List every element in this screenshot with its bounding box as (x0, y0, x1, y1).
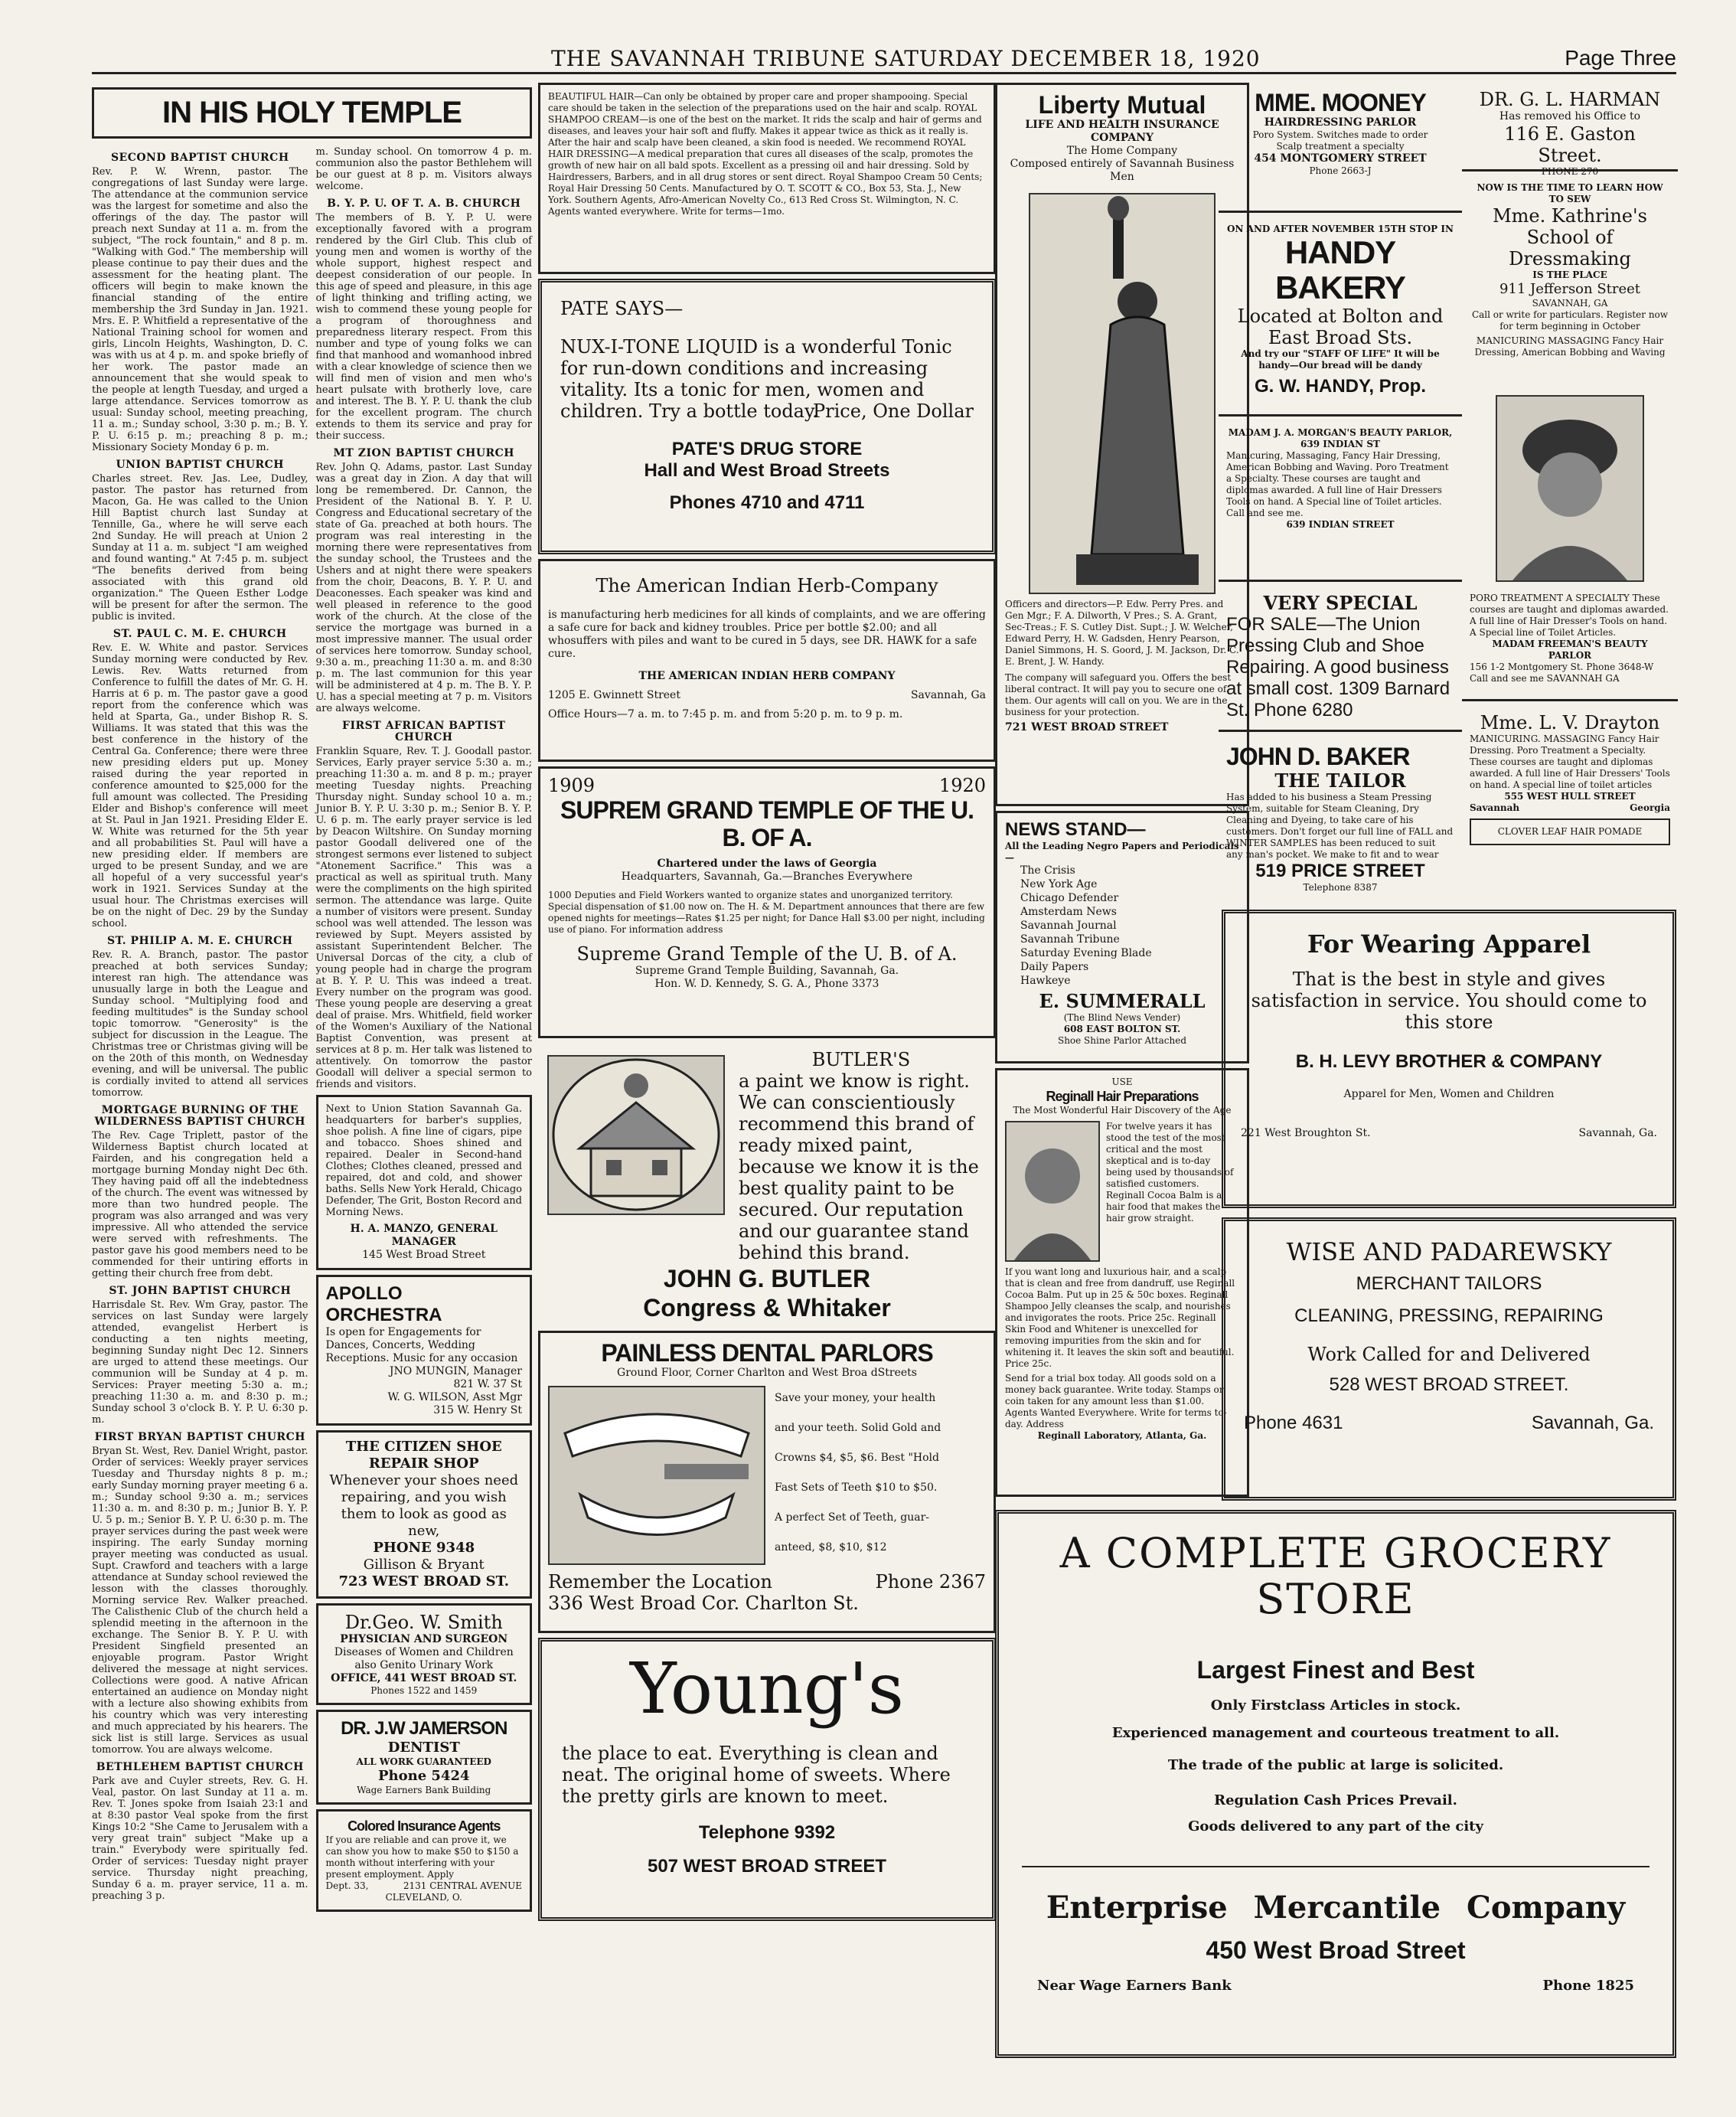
reginall-sub: The Most Wonderful Hair Discovery of the Age (1013, 1105, 1232, 1116)
news-item: Saturday Evening Blade (1020, 947, 1152, 959)
wise-services: CLEANING, PRESSING, REPAIRING (1294, 1305, 1604, 1326)
harman-sub: Has removed his Office to (1499, 110, 1641, 123)
freeman-beauty-ad (1462, 586, 1678, 701)
holy-temple-banner: IN HIS HOLY TEMPLE (92, 87, 532, 139)
liberty-heading: Liberty Mutual (1038, 91, 1206, 119)
mme-mooney-ad (1219, 83, 1462, 213)
apollo-manager-address: 821 W. 37 St (453, 1378, 522, 1390)
liberty-mutual-ad (995, 83, 1249, 806)
liberty-sub: LIFE AND HEALTH INSURANCE COMPANY (1025, 119, 1219, 144)
news-item: New York Age (1020, 878, 1098, 890)
pate-body: NUX-I-TONE LIQUID is a wonderful Tonic for run-down conditions and increasing vitality. Its a tonic for men, women and children. Try a bottle today. (560, 336, 952, 422)
church-article-body: Rev. John Q. Adams, pastor. Last Sunday was a great day in Zion. A day that will long be remembered. Dr. Cannon, the President of the National B. Y. P. U. Congress and Educational secretary of the state of Ga. preached at both hours. The program was real interesting in the morning there were representatives from the sunday school, the Trustees and the Ushers and at night there were speakers from the choir, Deacons, B. Y. P. U. and Deaconesses. Each speaker was kind and well pleased in reference to the good work of the church. At the close of the service the mortgage was burned in a most impressive manner. The usual order of services here tomorrow. Sunday school, 9:30 a. m., preaching 11:30 a. m. and 8:30 p. m. The last communion for this year will be administered at 4 p. m. The B. Y. P. U. has a special meeting at 7 p. m. Visitors are always welcome. (315, 462, 532, 714)
church-article-body: The Rev. Cage Triplett, pastor of the Wilderness Baptist church located at Fairden, and his congregation held a mortgage burning Monday night Dec 6th. They having paid off all the indebtedness of the church. The event was witnessed by more than two hundred people. The program was also arranged and was very impressive. All who attended the service were served with refreshments. The pastor gave his good members need to be commended for their untiring efforts in getting their church free from debt. (92, 1130, 308, 1279)
baker-telephone: Telephone 8387 (1303, 882, 1378, 893)
church-article-body: Bryan St. West, Rev. Daniel Wright, pastor. Order of services: Weekly prayer services Tuesday and Thursday nights 8 p. m.; early Sunday morning prayer meeting 6 a. m.; Sunday school 9:30 a. m.; services 11:30 a. m. and 8:30 p. m.; Junior B. Y. P. U. 5 p. m.; Senior B. Y. P. U. 6:30 p. m. The prayer services during the past week were inspiring. The early Sunday morning prayer meeting was conducted as usual. Supt. Crawford and teachers with a large attendance at Sunday school reviewed the lesson with the classes thoroughly. Morning service Rev. Walker preached. The Calisthenic Club of the church held a splendid meeting in the afternoon in the exchange. The Senior B. Y. P. U. with President Singfield presented an enjoyable program. Pastor Wright delivered the message at night services. Collections were good. A native African entertained an audience on Monday night with a lecture also showing exhibits from his country which was very interesting and much appreciated by his hearers. The sick list is still large. Services as usual tomorrow. You are always welcome. (92, 1446, 308, 1756)
jamerson-phone: Phone 5424 (377, 1768, 470, 1784)
temple-officer: Hon. W. D. Kennedy, S. G. A., Phone 3373 (654, 978, 879, 990)
news-item: Savannah Journal (1020, 920, 1117, 932)
handy-prop: G. W. HANDY, Prop. (1254, 376, 1426, 397)
grocery-line: Regulation Cash Prices Prevail. (1214, 1792, 1457, 1808)
mooney-address: 454 MONTGOMERY STREET (1254, 152, 1427, 165)
wise-address: 528 WEST BROAD STREET. (1329, 1374, 1569, 1395)
page-number: Page Three (1565, 46, 1676, 70)
freeman-heading: MADAM FREEMAN'S BEAUTY PARLOR (1492, 639, 1648, 661)
kath-services: MANICURING MASSAGING Fancy Hair Dressing, American Bobbing and Waving (1474, 335, 1666, 358)
reginall-body-1: For twelve years it has stood the test of the most critical and the most skeptical and is to-day being used by thousands of satisfied customers. Reginall Cocoa Balm is a hair food that makes the hair grow straight. (1106, 1121, 1234, 1223)
dental-lines (775, 1386, 986, 1565)
grocery-line: The trade of the public at large is solicited. (1167, 1757, 1504, 1773)
levy-body: That is the best in style and gives satisfaction in service. You should come to this store (1251, 969, 1647, 1033)
baker-sub: THE TAILOR (1274, 769, 1406, 792)
news-owner: E. SUMMERALL (1039, 990, 1206, 1012)
apollo-orchestra-ad (316, 1275, 533, 1426)
levy-brother-ad (1222, 910, 1676, 1208)
statue-of-liberty-illustration (1029, 193, 1216, 594)
dental-line: and your teeth. Solid Gold and (775, 1422, 941, 1434)
shoe-heading: THE CITIZEN SHOE REPAIR SHOP (345, 1439, 502, 1472)
wise-padarewsky-ad (1222, 1217, 1676, 1501)
herb-company: THE AMERICAN INDIAN HERB COMPANY (638, 670, 896, 682)
church-article-body: Park ave and Cuyler streets, Rev. G. H. Veal, pastor. On last Sunday at 11 a. m. Rev. T. Jones spoke from Isaiah 23:1 and at 8:30 pastor Veal spoke from the first Kings 10:2 "She Came to Jerusalem with a very great train" subject "Make up a train." Everybody were spiritually fed. Order of services: Tuesday night prayer service. Thursday night preaching, Sunday 6 a. m. prayer service, 11 a. m. preaching 3 p. (92, 1776, 308, 1902)
dental-parlors-ad (538, 1331, 996, 1633)
handy-bakery-ad (1219, 217, 1462, 417)
grocery-company: Enterprise Mercantile Company (1046, 1890, 1626, 1926)
sale-heading: VERY SPECIAL (1263, 592, 1418, 614)
grocery-line: Experienced management and courteous treatment to all. (1111, 1725, 1560, 1741)
herb-body: is manufacturing herb medicines for all kinds of complaints, and we are offering a safe cure for back and kidney troubles. Price per bottle $2.00; and all whosuffers with piles and want to be cured in 5 days, see DR. HAWK for a safe cure. (548, 609, 986, 660)
wise-city: Savannah, Ga. (1531, 1413, 1654, 1433)
sale-body: FOR SALE—The Union Pressing Club and Shoe Repairing. A good business at small cost. 1309 Barnard St. Phone 6280 (1226, 614, 1450, 720)
liberty-home: The Home Company (1066, 145, 1178, 157)
wise-heading: WISE AND PADAREWSKY (1286, 1237, 1612, 1266)
clover-leaf-label (1470, 818, 1670, 845)
handy-try: And try our "STAFF OF LIFE" It will be handy—Our bread will be dandy (1241, 348, 1440, 371)
liberty-composed: Composed entirely of Savannah Business Men (1010, 158, 1235, 183)
union-station-text: Next to Union Station Savannah Ga. headquarters for barber's supplies, shoe polish. A fine line of cigars, pipe and tobacco. Shoes shined and repaired. Dealer in Second-hand Clothes; Clothes cleaned, pressed and repaired, dot and cold, and shower baths. Sells New York Herald, Chicago Defender, The Grit, Boston Record and Morning News. (325, 1103, 522, 1218)
mooney-sub: HAIRDRESSING PARLOR (1264, 116, 1417, 129)
handy-location: Located at Bolton and East Broad Sts. (1237, 305, 1444, 348)
dental-phone: Phone 2367 (875, 1571, 986, 1593)
smith-office: OFFICE, 441 WEST BROAD ST. (331, 1672, 517, 1684)
baker-address: 519 PRICE STREET (1255, 861, 1425, 881)
reginall-body-2: If you want long and luxurious hair, and a scalp that is clean and free from dandruff, use Reginall Cocoa Balm. Put up in 25 & 50c boxes. Reginall Shampoo Jelly cleanses the scalp, and nourishes and invigorates the roots. Price 25c. Reginall Skin Food and Whitener is unexcelled for removing impurities from the skin and for whitening it. It leaves the skin soft and beautiful. Price 25c. (1005, 1266, 1235, 1369)
church-article-body: Rev. R. A. Branch, pastor. The pastor preached at both services Sunday; interest ran high. The attendance was unusually large in both the League and Sunday school. "Multiplying food and feeding multitudes" is the Sunday school topic tomorrow. "Generosity" is the subject for discussion in the League. The Christmas tree or Christmas giving will be on the 20th of this month, on Wednesday evening, and will be universal. The public is cordially invited to attend all services tomorrow. (92, 949, 308, 1099)
news-item: Savannah Tribune (1020, 933, 1120, 946)
butler-text (739, 1049, 984, 1263)
news-sub: All the Leading Negro Papers and Periodicals— (1005, 841, 1239, 863)
kathrine-school-ad (1462, 176, 1678, 390)
reginall-portrait (1005, 1121, 1100, 1262)
wise-called: Work Called for and Delivered (1307, 1344, 1591, 1365)
church-heading: FIRST AFRICAN BAPTIST CHURCH (342, 720, 506, 743)
news-item: Amsterdam News (1020, 906, 1117, 918)
baker-body: Has added to his business a Steam Pressing System, suitable for Steam Cleaning, Dry Cleaning and Dyeing, to take care of his customers. Don't forget our full line of FALL and WINTER SAMPLES has been reduced to suit any man's pocket. We make to fit and to wear (1226, 792, 1454, 860)
reginall-heading: Reginall Hair Preparations (1046, 1089, 1199, 1104)
news-address: 608 EAST BOLTON ST. (1063, 1024, 1181, 1034)
youngs-ad (538, 1638, 996, 1921)
grocery-phone: Phone 1825 (1542, 1978, 1634, 1994)
insurance-body: If you are reliable and can prove it, we can show you how to make $50 to $150 a month without interfering with your present employment. Apply (325, 1834, 519, 1880)
smith-title: PHYSICIAN AND SURGEON (340, 1633, 508, 1645)
news-shoe: Shoe Shine Parlor Attached (1057, 1035, 1187, 1046)
church-article-body: Franklin Square, Rev. T. J. Goodall pastor. Services, Early prayer service 5:30 a. m.; preaching 11:30 a. m. and 8 p. m.; prayer meeting Tuesday nights. Preaching Thursday night. Sunday school 10 a. m.; Junior B. Y. P. U. 3:30 p. m.; Senior B. Y. P. U. 6 p. m. The early prayer service is led by Deacon Wiltshire. On Sunday morning pastor Goodall delivered one of the strongest sermons ever listened to subject "Atonement Sacrifice." This was a practical as well as spiritual truth. Many were the compliments on the high spirited sermon. The attendance was large. Quite a number of visitors were present. Sunday school was well attended. The lesson was reviewed by Supt. Meyers assisted by assistant Superintendent Belcher. The Universal Dorcas of the city, a club of young people had in charge the program at B. Y. P. U. This was indeed a treat. Every number on the program was good. These young people are deserving a great deal of praise. Mrs. Whitfield, field worker of the Women's Auxiliary of the National Baptist Convention, was present at services at 8 p. m. Her talk was listened to attentively. On tomorrow the pastor Goodall will deliver a special sermon to friends and visitors. (315, 746, 532, 1090)
butler-paint-ad (538, 1043, 996, 1326)
church-heading: FIRST BRYAN BAPTIST CHURCH (94, 1431, 305, 1443)
reginall-body-3: Send for a trial box today. All goods sold on a money back guarantee. Write today. Stamps or coin taken for any amount less than $1.00. Agents Wanted Everywhere. Write for terms to-day. Address (1005, 1373, 1227, 1429)
manzo-address: 145 West Broad Street (362, 1249, 486, 1261)
herb-heading: The American Indian Herb-Company (596, 575, 938, 596)
freeman-portrait (1496, 395, 1644, 582)
liberty-address: 721 WEST BROAD STREET (1005, 721, 1169, 733)
apollo-assistant: W. G. WILSON, Asst Mgr (387, 1391, 522, 1403)
manzo-name: H. A. MANZO, GENERAL MANAGER (350, 1223, 498, 1248)
handy-heading: HANDY BAKERY (1275, 234, 1405, 305)
handy-top: ON AND AFTER NOVEMBER 15TH STOP IN (1227, 224, 1454, 234)
pate-price: Price, One Dollar (813, 400, 974, 422)
church-heading: SECOND BAPTIST CHURCH (110, 152, 289, 164)
apollo-manager: JNO MUNGIN, Manager (389, 1365, 522, 1377)
dr-jamerson-ad (316, 1710, 533, 1805)
news-item: Hawkeye (1020, 975, 1071, 987)
grand-temple-ad (538, 766, 996, 1038)
smith-heading: Dr.Geo. W. Smith (344, 1612, 503, 1633)
church-heading: ST. JOHN BAPTIST CHURCH (109, 1285, 292, 1297)
levy-city: Savannah, Ga. (1578, 1127, 1657, 1139)
church-heading: ST. PHILIP A. M. E. CHURCH (107, 935, 293, 947)
grocery-near: Near Wage Earners Bank (1037, 1978, 1232, 1994)
church-news-left (92, 146, 308, 1916)
tooth-icon (550, 1387, 764, 1563)
mooney-heading: MME. MOONEY (1255, 89, 1426, 116)
butler-name: JOHN G. BUTLER (663, 1265, 871, 1292)
youngs-body: the place to eat. Everything is clean and neat. The original home of sweets. Where the pretty girls are known to meet. (562, 1743, 951, 1807)
dental-sub: Ground Floor, Corner Charlton and West Broa dStreets (617, 1367, 917, 1379)
pate-phones: Phones 4710 and 4711 (669, 492, 865, 513)
advert-column-4 (1219, 83, 1462, 893)
butler-address: Congress & Whitaker (643, 1294, 891, 1321)
pate-drug-ad (538, 279, 996, 554)
drayton-address: 555 WEST HULL STREET (1504, 791, 1636, 802)
dental-line: Fast Sets of Teeth $10 to $50. (775, 1482, 938, 1494)
news-items (1005, 864, 1239, 988)
news-item: The Crisis (1020, 864, 1075, 877)
drayton-heading: Mme. L. V. Drayton (1480, 712, 1660, 733)
harman-heading: DR. G. L. HARMAN (1479, 89, 1661, 110)
church-news-right-text (316, 146, 533, 1090)
youngs-phone: Telephone 9392 (698, 1822, 836, 1843)
freeman-address: 156 1-2 Montgomery St. Phone 3648-W Call and see me SAVANNAH GA (1470, 662, 1654, 684)
dental-line: Crowns $4, $5, $6. Best "Hold (775, 1452, 939, 1464)
church-heading: MORTGAGE BURNING OF THE WILDERNESS BAPTIST CHURCH (94, 1104, 305, 1128)
jamerson-bank: Wage Earners Bank Building (357, 1785, 491, 1795)
house-painter-illustration (547, 1055, 725, 1215)
insurance-city: CLEVELAND, O. (385, 1892, 462, 1903)
youngs-address: 507 WEST BROAD STREET (647, 1856, 887, 1877)
grocery-sub: Largest Finest and Best (1196, 1656, 1475, 1684)
mooney-poro: Poro System. Switches made to order (1252, 129, 1428, 140)
church-heading: B. Y. P. U. OF T. A. B. CHURCH (327, 198, 521, 210)
freeman-body: PORO TREATMENT A SPECIALTY These courses are taught and diplomas awarded. A full line of Hair Dresser's Tools on hand. A Special line of Toilet Articles. (1470, 593, 1669, 638)
portrait-icon (1497, 397, 1643, 580)
insurance-heading: Colored Insurance Agents (348, 1818, 501, 1834)
insurance-dept: Dept. 33, (325, 1880, 369, 1891)
temple-building: Supreme Grand Temple Building, Savannah, Ga. (635, 965, 899, 977)
grocery-line: Goods delivered to any part of the city (1188, 1818, 1483, 1834)
levy-name: B. H. LEVY BROTHER & COMPANY (1295, 1051, 1603, 1072)
church-heading: UNION BAPTIST CHURCH (116, 459, 285, 471)
morgan-body: Manicuring, Massaging, Fancy Hair Dressing, American Bobbing and Waving. Poro Treatment a Specialty. These courses are taught and diplomas awarded. A full line of Hair Dressers Tools on hand. A Special line of Toilet articles. Call and see me. (1226, 450, 1449, 518)
insurance-address: 2131 CENTRAL AVENUE (403, 1880, 522, 1891)
temple-heading: SUPREM GRAND TEMPLE OF THE U. B. OF A. (560, 796, 974, 851)
temple-hq: Headquarters, Savannah, Ga.—Branches Everywhere (621, 871, 913, 883)
temple-year-left: 1909 (548, 775, 596, 796)
drayton-ad (1462, 706, 1678, 859)
morgan-heading: MADAM J. A. MORGAN'S BEAUTY PARLOR, 639 INDIAN ST (1228, 427, 1453, 449)
levy-address: 221 West Broughton St. (1241, 1127, 1371, 1139)
reginall-hair-ad (995, 1068, 1249, 1497)
church-heading: MT ZION BAPTIST CHURCH (333, 447, 515, 459)
temple-year-right: 1920 (938, 775, 986, 796)
shoe-address: 723 WEST BROAD ST. (338, 1573, 509, 1589)
smith-phones: Phones 1522 and 1459 (370, 1685, 478, 1696)
church-article-body: Charles street. Rev. Jas. Lee, Dudley, pastor. The pastor has returned from Macon, Ga. He was called to the Union Hill Baptist church last Sunday at Tennille, Ga., where he will serve each 2nd Sunday. He will preach at Union 2 Sunday at 11 a. m. subject "I am weighed and found wanting." At 7:45 p. m. subject "The benefits derived from being associated with this grand old organization." The Queen Esther Lodge will be present for after the sermon. The public is invited. (92, 473, 308, 622)
church-article-body: The members of B. Y. P. U. were exceptionally favored with a program rendered by the Girl Club. This club of young men and women is worthy of the whole support, highest respect and deepest consideration of our people. In this age of speed and pleasure, in this age of light thinking and trifling acting, we wish to commend these young people for a program of thoroughness and preparedness literary respect. From this number and type of young folks we can find that manhood and womanhood inbred with a clear knowledge of science then we will find men of vision and men who's heart pulsate with brotherly love, care and interest. The B. Y. P. U. thank the club for the excellent program. The church extends to them its service and pray for their success. (315, 212, 532, 442)
portrait-icon (1007, 1122, 1098, 1260)
jamerson-title: DENTIST (387, 1740, 460, 1756)
herb-street: 1205 E. Gwinnett Street (548, 689, 680, 701)
advert-column-5 (1462, 83, 1678, 902)
church-news-right (316, 146, 533, 1916)
apollo-assistant-address: 315 W. Henry St (433, 1404, 522, 1416)
pate-address: Hall and West Broad Streets (644, 460, 890, 481)
advert-column-2 (538, 83, 996, 2096)
statue-icon (1030, 194, 1214, 593)
church-article-body: m. Sunday school. On tomorrow 4 p. m. communion also the pastor Bethlehem will be our guest at 8 p. m. Visitors always welcome. (315, 146, 532, 192)
dental-remember: Remember the Location (548, 1571, 772, 1593)
kath-body: Call or write for particulars. Register now for term beginning in October (1471, 309, 1669, 332)
grocery-address: 450 West Broad Street (1206, 1936, 1466, 1964)
apollo-body: Is open for Engagements for Dances, Concerts, Wedding Receptions. Music for any occasion (325, 1326, 518, 1364)
dr-smith-ad (316, 1603, 533, 1705)
church-article-body: Rev. P. W. Wrenn, pastor. The congregations of last Sunday were large. The attendance at the communion service was the largest for sometime and also the offerings of the day. The pastor will preach next Sunday at 11 a. m. from the subject, "The rock fountain," and 8 p. m. "Walking with God." The membership will please continue to pay their dues and the assessment for the heating plant. The officers will begin to make known the financial standing of the entire membership the 3rd Sunday in Jan. 1921. Mrs. E. P. Whitfield a representative of the National Training school for women and girls, Lincoln Heights, Washington, D. C. was with us at 4 p. m. and spoke briefly of her work. The pastor made an announcement that she would speak to the people at length Tuesday, and urged a large attendance. Services tomorrow as usual: Sunday school, meeting preaching, 11 a. m.; Sunday school, 3:30 p. m.; B. Y. P. U. 6:15 p. m.; preaching 8 p. m.; Missionary Society Monday 6 p. m. (92, 166, 308, 453)
indian-herb-ad (538, 559, 996, 762)
citizen-shoe-ad (316, 1430, 533, 1599)
jamerson-heading: DR. J.W JAMERSON (341, 1718, 507, 1739)
butler-body: a paint we know is right. We can conscientiously recommend this brand of ready mixed paint, because we know it is the best quality paint to be secured. Our reputation and our guarantee stand behind this brand. (739, 1070, 979, 1263)
news-item: Daily Papers (1020, 961, 1089, 973)
dental-line: Save your money, your health (775, 1392, 936, 1404)
beautiful-hair-ad (538, 83, 996, 274)
shoe-body: Whenever your shoes need repairing, and you wish them to look as good as new, (329, 1472, 519, 1539)
dental-address: 336 West Broad Cor. Charlton St. (548, 1593, 859, 1614)
john-baker-ad (1219, 737, 1462, 893)
wise-sub: MERCHANT TAILORS (1356, 1273, 1542, 1294)
liberty-body: The company will safeguard you. Offers the best liberal contract. It will pay you to secure one of them. Our agents will call on you. We are in the business for your protection. (1005, 672, 1232, 717)
reginall-address: Reginall Laboratory, Atlanta, Ga. (1037, 1430, 1207, 1441)
youngs-heading: Young's (629, 1648, 905, 1730)
church-news-column (92, 83, 532, 2096)
apollo-heading: APOLLO ORCHESTRA (325, 1283, 442, 1325)
news-stand-ad (995, 811, 1249, 1063)
morgan-address: 639 INDIAN STREET (1286, 519, 1395, 530)
pate-heading: PATE SAYS— (560, 298, 684, 319)
kath-heading: Mme. Kathrine's School of Dressmaking (1493, 205, 1647, 270)
house-icon (549, 1057, 723, 1214)
pate-store: PATE'S DRUG STORE (671, 439, 863, 459)
butler-heading: BUTLER'S (811, 1049, 911, 1070)
union-station-ad (316, 1095, 533, 1270)
liberty-officers: Officers and directors—P. Edw. Perry Pres. and Gen Mgr.; F. A. Dilworth, V Pres.; S. A. Grant, Sec-Treas.; F. S. Cutley Dist. Supt.; J. W. Welcher, Edward Perry, H. W. Gadsden, Henry Pearson, Daniel Simmons, H. S. Goord, J. M. Jackson, Dr. C. E. Brent, J. W. Handy. (1005, 599, 1239, 667)
grocery-heading: A COMPLETE GROCERY STORE (1059, 1529, 1612, 1623)
dr-harman-ad (1462, 83, 1678, 177)
masthead (92, 44, 1676, 74)
news-heading: NEWS STAND— (1005, 819, 1146, 840)
herb-city: Savannah, Ga (910, 689, 986, 701)
reginall-use: USE (1111, 1076, 1133, 1087)
shoe-phone: PHONE 9348 (373, 1540, 475, 1556)
drayton-body: MANICURING. MASSAGING Fancy Hair Dressing. Poro Treatment a Specialty. These courses are taught and diplomas awarded. A full line of Hair Dressers' Tools on hand. A special line of toilet articles (1470, 733, 1670, 790)
harman-phone: PHONE 270 (1541, 166, 1599, 177)
drayton-state: Georgia (1630, 802, 1670, 813)
smith-body: Diseases of Women and Children also Genito Urinary Work (334, 1646, 514, 1671)
kath-place: IS THE PLACE (1532, 270, 1607, 280)
church-heading: ST. PAUL C. M. E. CHURCH (113, 628, 287, 640)
shoe-names: Gillison & Bryant (363, 1557, 485, 1573)
dental-line: anteed, $8, $10, $12 (775, 1541, 887, 1553)
grocery-line: Only Firstclass Articles in stock. (1210, 1697, 1461, 1714)
temple-chartered: Chartered under the laws of Georgia (657, 858, 877, 870)
church-heading: BETHLEHEM BAPTIST CHURCH (96, 1761, 304, 1773)
dental-line: A perfect Set of Teeth, guar- (775, 1511, 930, 1524)
herb-hours: Office Hours—7 a. m. to 7:45 p. m. and from 5:20 p. m. to 9 p. m. (548, 708, 903, 720)
insurance-agents-ad (316, 1809, 533, 1912)
morgan-beauty-ad (1219, 421, 1462, 582)
kath-city: SAVANNAH, GA (1532, 298, 1608, 309)
grocery-store-ad (995, 1510, 1676, 2058)
hair-ad-text: BEAUTIFUL HAIR—Can only be obtained by proper care and proper shampooing. Special care should be taken in the selection of the preparations used on the hair and scalp. ROYAL SHAMPOO CREAM—is one of the best on the market. It rids the scalp and hair of germs and diseases, and leaves your hair soft and fluffy. Makes it appear twice as thick as it really is. After the hair and scalp have been cleaned, a skin food is needed. We recommend ROYAL HAIR DRESSING—A medical preparation that cures all diseases of the scalp, promotes the growth of new hair on all bald spots. Excellent as a pressing oil and hair dressing. Sold by Hairdressers, Barbers, and in all drug stores or sent direct. Royal Shampoo Cream 50 Cents; Royal Hair Dressing 50 Cents. Manufactured by O. T. SCOTT & CO., Box 53, Sta. J., New York. Southern Agents, Afro-American Novelty Co., 613 Red Cross St. Wilmington, N. C. Agents wanted everywhere. Write for terms—1mo. (548, 91, 983, 217)
news-owner-sub: (The Blind News Vender) (1063, 1012, 1181, 1023)
clover-text: CLOVER LEAF HAIR POMADE (1497, 826, 1643, 837)
drayton-city: Savannah (1470, 802, 1520, 813)
wise-phone: Phone 4631 (1244, 1413, 1343, 1433)
kath-address: 911 Jefferson Street (1499, 281, 1641, 297)
temple-body: 1000 Deputies and Field Workers wanted to organize states and unorganized territory. Special dispensation of $1.00 now on. The H. & M. Department announces that there are few opened nights for meetings—Rates $1.25 per night; for Dance Hall $3.00 per night, including use of piano. For information address (548, 890, 985, 935)
union-pressing-sale-ad (1219, 586, 1462, 732)
kath-top: NOW IS THE TIME TO LEARN HOW TO SEW (1477, 182, 1663, 204)
mooney-phone: Phone 2663-J (1309, 165, 1372, 176)
news-item: Chicago Defender (1020, 892, 1119, 904)
baker-heading: JOHN D. BAKER (1226, 743, 1410, 770)
harman-address: 116 E. Gaston Street. (1504, 123, 1636, 166)
levy-heading: For Wearing Apparel (1307, 929, 1591, 959)
levy-sub: Apparel for Men, Women and Children (1343, 1088, 1555, 1100)
jamerson-guarantee: ALL WORK GUARANTEED (356, 1756, 491, 1767)
mooney-scalp: Scalp treatment a specialty (1276, 141, 1405, 152)
dental-heading: PAINLESS DENTAL PARLORS (601, 1339, 933, 1367)
church-article-body: Rev. E. W. White and pastor. Services Sunday morning were conducted by Rev. Lewis. Rev. Watts returned from Conference to fulfill the dates of Mr. G. H. Harris at 6 p. m. The pastor gave a good report from the conference which was held at Sparta, Ga., under Bishop R. S. Williams. It was stated that this was the best conference in the history of the Central Ga. Conference; there were three new presiding elders put up. Money raised during the year reported in conference amounted to $25,000 for the full amount was collected. The Presiding Elder and Bishop's conference will meet at St. Paul in Jan 1921. Presiding Elder E. W. White was returned for the 5th year and all probabilities St. Paul will have a new presiding elder. If members are urged to be present Sunday, and we are all hopeful of a very successful year's work in 1921. Services Sunday at the usual hour. The Christmas exercises will be on the night of Dec. 29 by the Sunday school. (92, 642, 308, 929)
church-article-body: Harrisdale St. Rev. Wm Gray, pastor. The services on last Sunday were largely attended, evangelist Herbert is conducting a ten nights meeting, beginning Sunday night Dec 12. Sinners are urged to attend these meetings. Our communion will be Sunday at 4 p. m. Services: Prayer meeting 5:30 a. m.; preaching 11:30 a. m. and 8:30 p. m.; Sunday school 3 o'clock B. Y. P. U. 6:30 p. m. (92, 1299, 308, 1426)
dentures-illustration (548, 1386, 765, 1565)
masthead-title: THE SAVANNAH TRIBUNE SATURDAY DECEMBER 18, 1920 (551, 46, 1261, 71)
temple-signature: Supreme Grand Temple of the U. B. of A. (576, 943, 958, 965)
